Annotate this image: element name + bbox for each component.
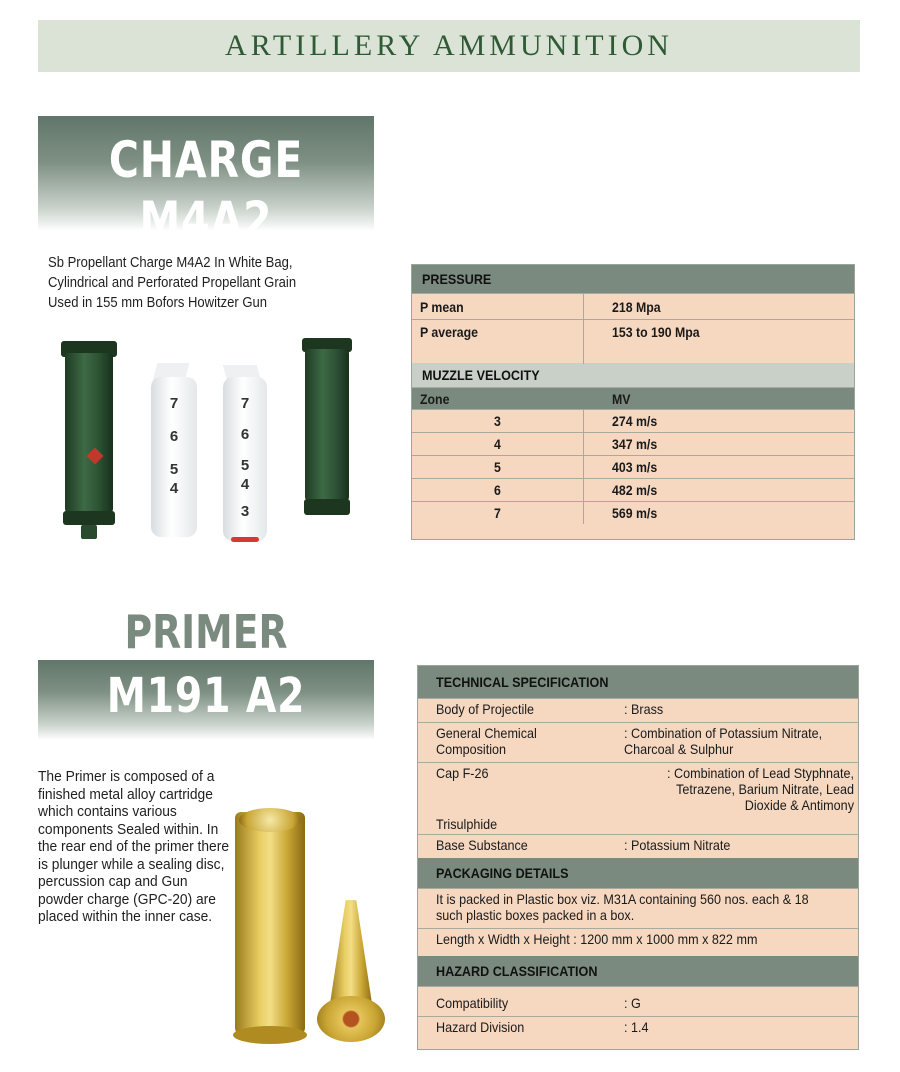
table-row: Cap F-26 : Combination of Lead Styphnate, Tetrazene, Barium Nitrate, Lead Dioxide & Antimony Trisulphide [418, 762, 858, 834]
table-row: 4 347 m/s [412, 432, 854, 455]
page-title: ARTILLERY AMMUNITION [225, 29, 673, 62]
primer-cartridge-small [329, 900, 373, 1010]
charge-section-header [38, 116, 374, 249]
charge-title: CHARGE M4A2 [108, 131, 304, 249]
primer-section-header [38, 660, 374, 740]
velocity-header: MUZZLE VELOCITY [412, 363, 854, 387]
primer-title: M191 A2 [106, 668, 306, 724]
packaging-header: PACKAGING DETAILS [418, 858, 858, 888]
table-row: 6 482 m/s [412, 478, 854, 501]
hazard-header: HAZARD CLASSIFICATION [418, 956, 858, 986]
table-row: Hazard Division : 1.4 [418, 1016, 858, 1044]
charge-case-right [305, 349, 349, 501]
pressure-velocity-table [411, 264, 855, 540]
packaging-text: It is packed in Plastic box viz. M31A containing 560 nos. each & 18 such plastic boxes packed in a box. [418, 888, 858, 928]
charge-illustration [55, 335, 360, 545]
tech-spec-header: TECHNICAL SPECIFICATION [418, 666, 858, 698]
primer-illustration [225, 800, 405, 1050]
primer-description: The Primer is composed of a finished metal alloy cartridge which contains various components Sealed within. In the rear end of the primer there is plunger while a sealing disc, percussion cap and Gun powder charge (GPC-20) are placed within the inner case. [38, 768, 230, 925]
charge-bag-1: 7 6 5 4 [151, 377, 197, 537]
pressure-header: PRESSURE [412, 265, 854, 293]
charge-case-left [65, 353, 113, 513]
table-row: 5 403 m/s [412, 455, 854, 478]
charge-bag-2: 7 6 5 4 3 [223, 377, 267, 541]
top-banner [38, 20, 860, 72]
charge-description: Sb Propellant Charge M4A2 In White Bag, Cylindrical and Perforated Propellant Grain Used in 155 mm Bofors Howitzer Gun [48, 255, 297, 311]
primer-cartridge-large [235, 812, 305, 1034]
table-row: Base Substance : Potassium Nitrate [418, 834, 858, 858]
table-row: 7 569 m/s [412, 501, 854, 524]
velocity-column-headers: Zone MV [412, 387, 854, 409]
technical-specification-table [417, 665, 859, 1050]
table-row: 3 274 m/s [412, 409, 854, 432]
table-row: P average 153 to 190 Mpa [412, 319, 854, 363]
packaging-dimensions: Length x Width x Height : 1200 mm x 1000 mm x 822 mm [418, 928, 858, 956]
table-row: General Chemical Composition : Combination of Potassium Nitrate, Charcoal & Sulphur [418, 722, 858, 762]
table-row: Compatibility : G [418, 986, 858, 1016]
primer-heading: PRIMER [124, 605, 288, 659]
table-row: P mean 218 Mpa [412, 293, 854, 319]
table-row: Body of Projectile : Brass [418, 698, 858, 722]
